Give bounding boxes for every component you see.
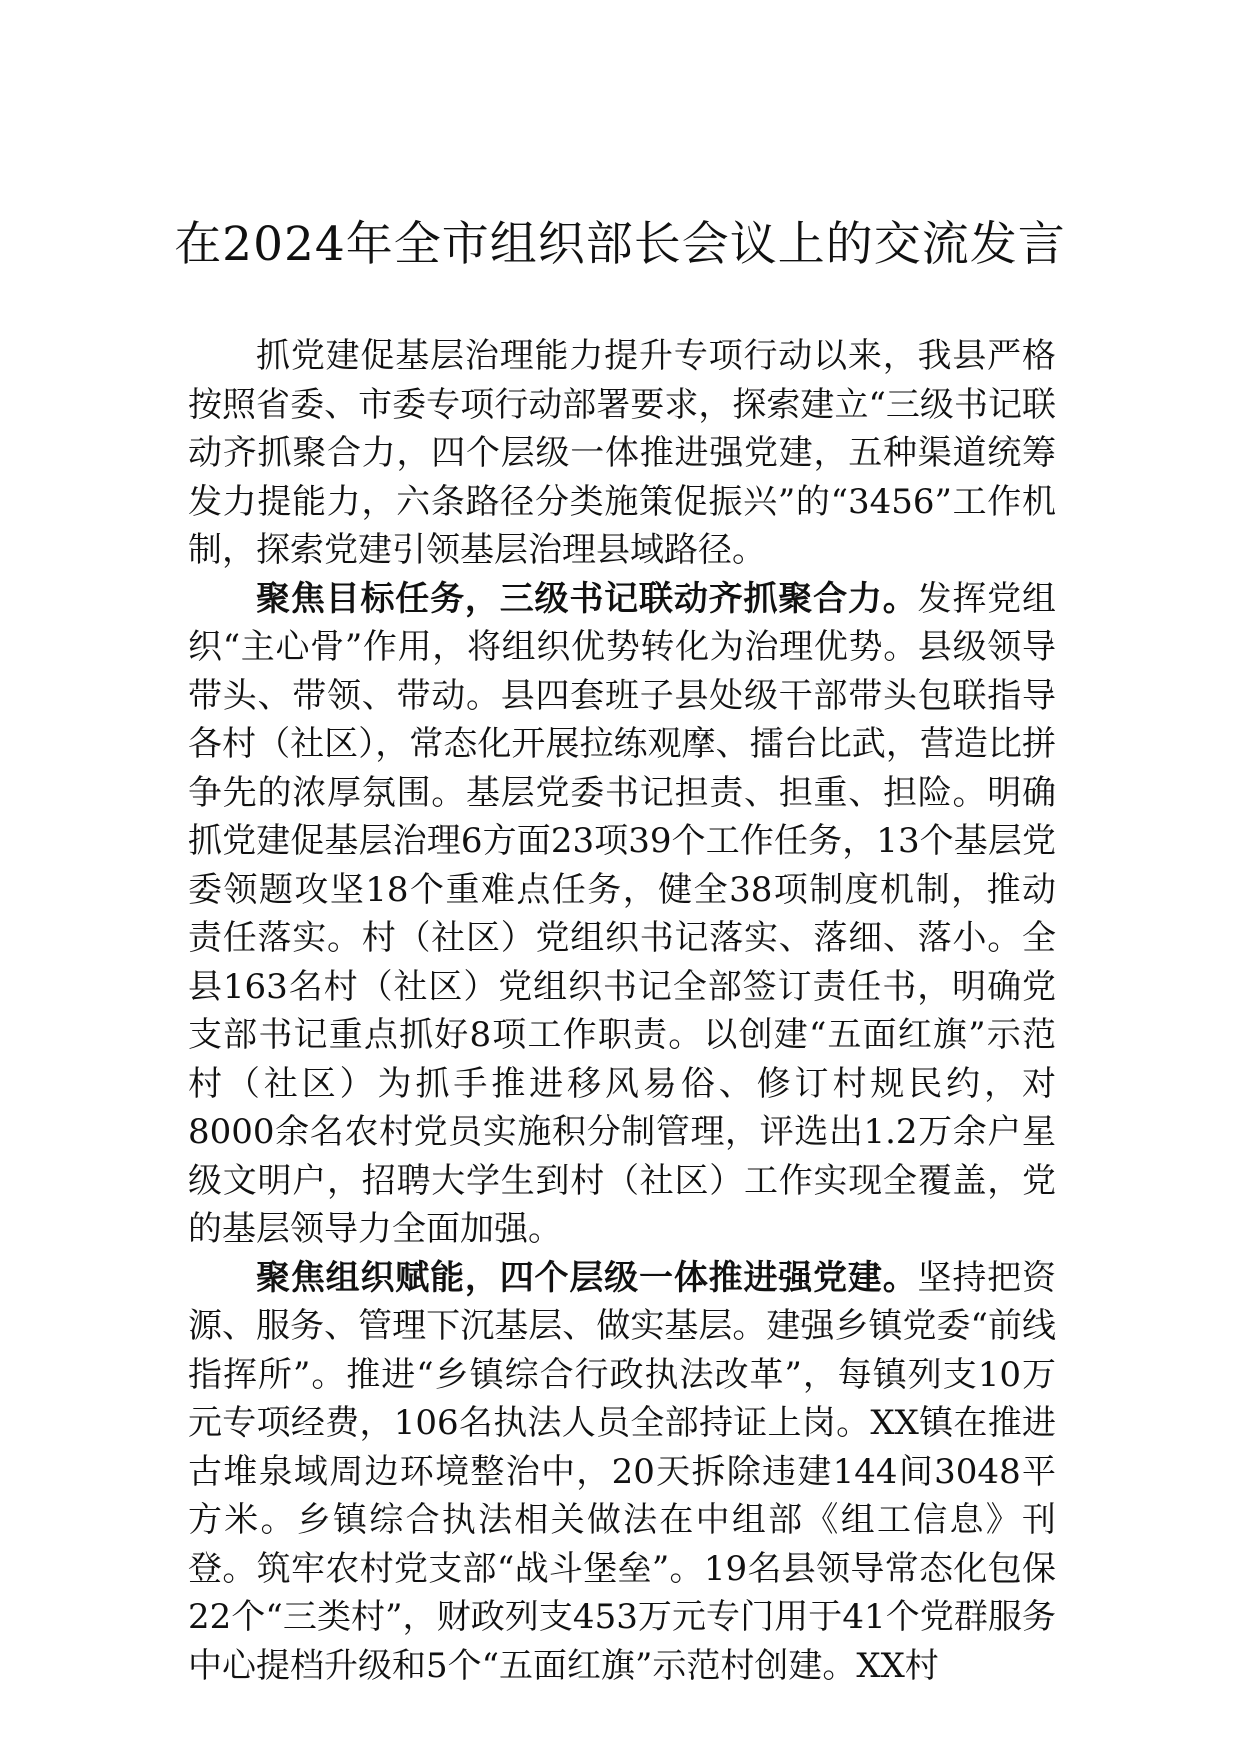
- paragraph-lead: 聚焦目标任务，三级书记联动齐抓聚合力。: [256, 578, 918, 619]
- paragraph-lead: 聚焦组织赋能，四个层级一体推进强党建。: [256, 1257, 918, 1298]
- paragraph-text: 坚持把资源、服务、管理下沉基层、做实基层。建强乡镇党委“前线指挥所”。推进“乡镇综合行政执法改革”，每镇列支10万元专项经费，106名执法人员全部持证上岗。XX镇在推进古堆泉域周边环境整治中，20天拆除违建144间3048平方米。乡镇综合执法相关做法在中组部《组工信息》刊登。筑牢农村党支部“战斗堡垒”。19名县领导常态化包保22个“三类村”，财政列支453万元专门用于41个党群服务中心提档升级和5个“五面红旗”示范村创建。XX村: [188, 1257, 1057, 1686]
- paragraph-intro: [188, 332, 1056, 575]
- paragraph-four-levels: [188, 1254, 1056, 1691]
- document-body: [188, 332, 1056, 1690]
- paragraph-text: 抓党建促基层治理能力提升专项行动以来，我县严格按照省委、市委专项行动部署要求，探索建立“三级书记联动齐抓聚合力，四个层级一体推进强党建，五种渠道统筹发力提能力，六条路径分类施策促振兴”的“3456”工作机制，探索党建引领基层治理县域路径。: [188, 336, 1056, 570]
- paragraph-three-level-secretaries: [188, 575, 1056, 1254]
- document-title: 在2024年全市组织部长会议上的交流发言: [174, 217, 1066, 272]
- paragraph-text: 发挥党组织“主心骨”作用，将组织优势转化为治理优势。县级领导带头、带领、带动。县四套班子县处级干部带头包联指导各村（社区），常态化开展拉练观摩、擂台比武，营造比拼争先的浓厚氛围。基层党委书记担责、担重、担险。明确抓党建促基层治理6方面23项39个工作任务，13个基层党委领题攻坚18个重难点任务，健全38项制度机制，推动责任落实。村（社区）党组织书记落实、落细、落小。全县163名村（社区）党组织书记全部签订责任书，明确党支部书记重点抓好8项工作职责。以创建“五面红旗”示范村（社区）为抓手推进移风易俗、修订村规民约，对8000余名农村党员实施积分制管理，评选出1.2万余户星级文明户，招聘大学生到村（社区）工作实现全覆盖，党的基层领导力全面加强。: [188, 578, 1057, 1249]
